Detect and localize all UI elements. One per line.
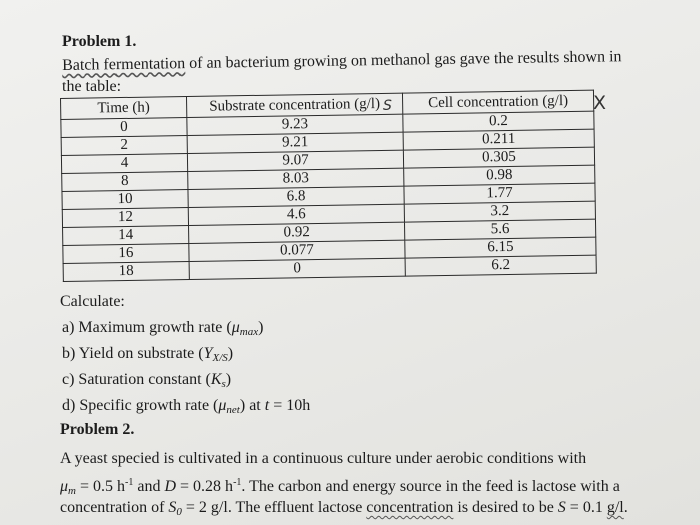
t-symbol: t: [264, 397, 270, 414]
underlined-concentration: concentration: [366, 499, 454, 516]
y-xs-subscript: X/S: [212, 352, 228, 364]
question-c-close: ): [225, 371, 232, 388]
cell-cell: 0.211: [403, 129, 594, 150]
cell-time: 10: [62, 190, 188, 210]
problem1-title: Problem 1.: [62, 33, 137, 50]
s-value: = 0.1: [565, 499, 607, 516]
problem2-title: Problem 2.: [60, 421, 135, 438]
question-d-at: ) at: [239, 397, 265, 414]
handwritten-s-mark: S: [383, 98, 392, 114]
cell-substrate: 0: [189, 258, 405, 279]
s-symbol: S: [557, 499, 566, 516]
cell-substrate: 6.8: [188, 186, 404, 207]
s0-value: = 2 g/l. The effluent lactose: [181, 499, 367, 516]
mu-max-subscript: max: [239, 326, 259, 338]
problem2-line2: [60, 474, 620, 500]
d-symbol: D: [164, 478, 177, 495]
question-d-text: d) Specific growth rate (: [62, 397, 219, 414]
superscript: -1: [125, 477, 134, 488]
cell-cell: 0.2: [403, 111, 594, 132]
question-d: [62, 397, 310, 419]
cell-time: 8: [62, 172, 188, 192]
question-a-text: a) Maximum growth rate (: [62, 319, 232, 336]
cell-cell: 6.15: [405, 237, 596, 258]
header-time: Time (h): [61, 97, 187, 120]
mu-value: = 0.5 h: [75, 478, 126, 495]
cell-substrate: 9.07: [187, 150, 403, 171]
problem1-intro-line2: the table:: [62, 78, 122, 95]
desired-text: is desired to be: [453, 499, 558, 516]
cell-substrate: 4.6: [188, 204, 404, 225]
header-substrate: Substrate concentration (g/l): [186, 93, 402, 117]
ks-subscript: s: [221, 378, 226, 390]
cell-cell: 1.77: [404, 183, 595, 204]
cell-time: 0: [61, 118, 187, 138]
problem2-line3: [60, 499, 628, 521]
intro-underlined-text: Batch fermentation: [62, 55, 186, 74]
k-symbol: K: [210, 371, 222, 388]
cell-time: 12: [62, 207, 188, 227]
results-table: [60, 90, 597, 282]
cell-substrate: 9.23: [187, 114, 403, 135]
and-text: and: [133, 478, 165, 495]
cell-cell: 0.98: [404, 165, 595, 186]
question-c: [62, 371, 231, 393]
cell-cell: 0.305: [403, 147, 594, 168]
cell-time: 18: [63, 261, 189, 281]
cell-cell: 5.6: [404, 219, 595, 240]
cell-substrate: 8.03: [188, 168, 404, 189]
mu-symbol: μ: [218, 397, 227, 414]
superscript: -1: [233, 477, 242, 488]
question-b-close: ): [227, 345, 234, 362]
problem1-intro-line1: [62, 48, 622, 75]
mu-symbol: μ: [231, 319, 240, 336]
period: .: [623, 499, 628, 516]
y-symbol: Y: [203, 345, 213, 362]
line2-rest: . The carbon and energy source in the feed is lactose with a: [241, 478, 620, 495]
header-cell: Cell concentration (g/l): [402, 90, 593, 114]
intro-rest-text: of an bacterium growing on methanol gas gave the results shown in: [185, 48, 622, 73]
question-a-close: ): [258, 319, 264, 336]
problem2-line1: A yeast specied is cultivated in a continuous culture under aerobic conditions with: [60, 450, 587, 467]
s0-subscript: 0: [176, 506, 182, 518]
cell-time: 14: [63, 225, 189, 245]
cell-substrate: 9.21: [187, 132, 403, 153]
concentration-text: concentration of: [60, 499, 169, 516]
cell-cell: 3.2: [404, 201, 595, 222]
cell-cell: 6.2: [405, 255, 596, 276]
s-symbol: S: [168, 499, 177, 516]
question-b-text: b) Yield on substrate (: [62, 345, 204, 362]
d-value: = 0.28 h: [176, 478, 234, 495]
question-b: [62, 345, 233, 367]
cell-substrate: 0.92: [189, 222, 405, 243]
calculate-label: Calculate:: [60, 293, 125, 310]
cell-time: 4: [61, 154, 187, 174]
underlined-unit: g/l: [606, 499, 624, 516]
cell-substrate: 0.077: [189, 240, 405, 261]
question-a: [62, 319, 263, 341]
question-c-text: c) Saturation constant (: [62, 371, 211, 388]
mu-m-subscript: m: [68, 485, 76, 497]
question-d-tail: = 10h: [269, 397, 311, 414]
mu-symbol: μ: [60, 478, 69, 495]
cell-time: 16: [63, 243, 189, 263]
handwritten-x-mark: X: [593, 92, 607, 114]
mu-net-subscript: net: [226, 404, 240, 416]
cell-time: 2: [61, 136, 187, 156]
